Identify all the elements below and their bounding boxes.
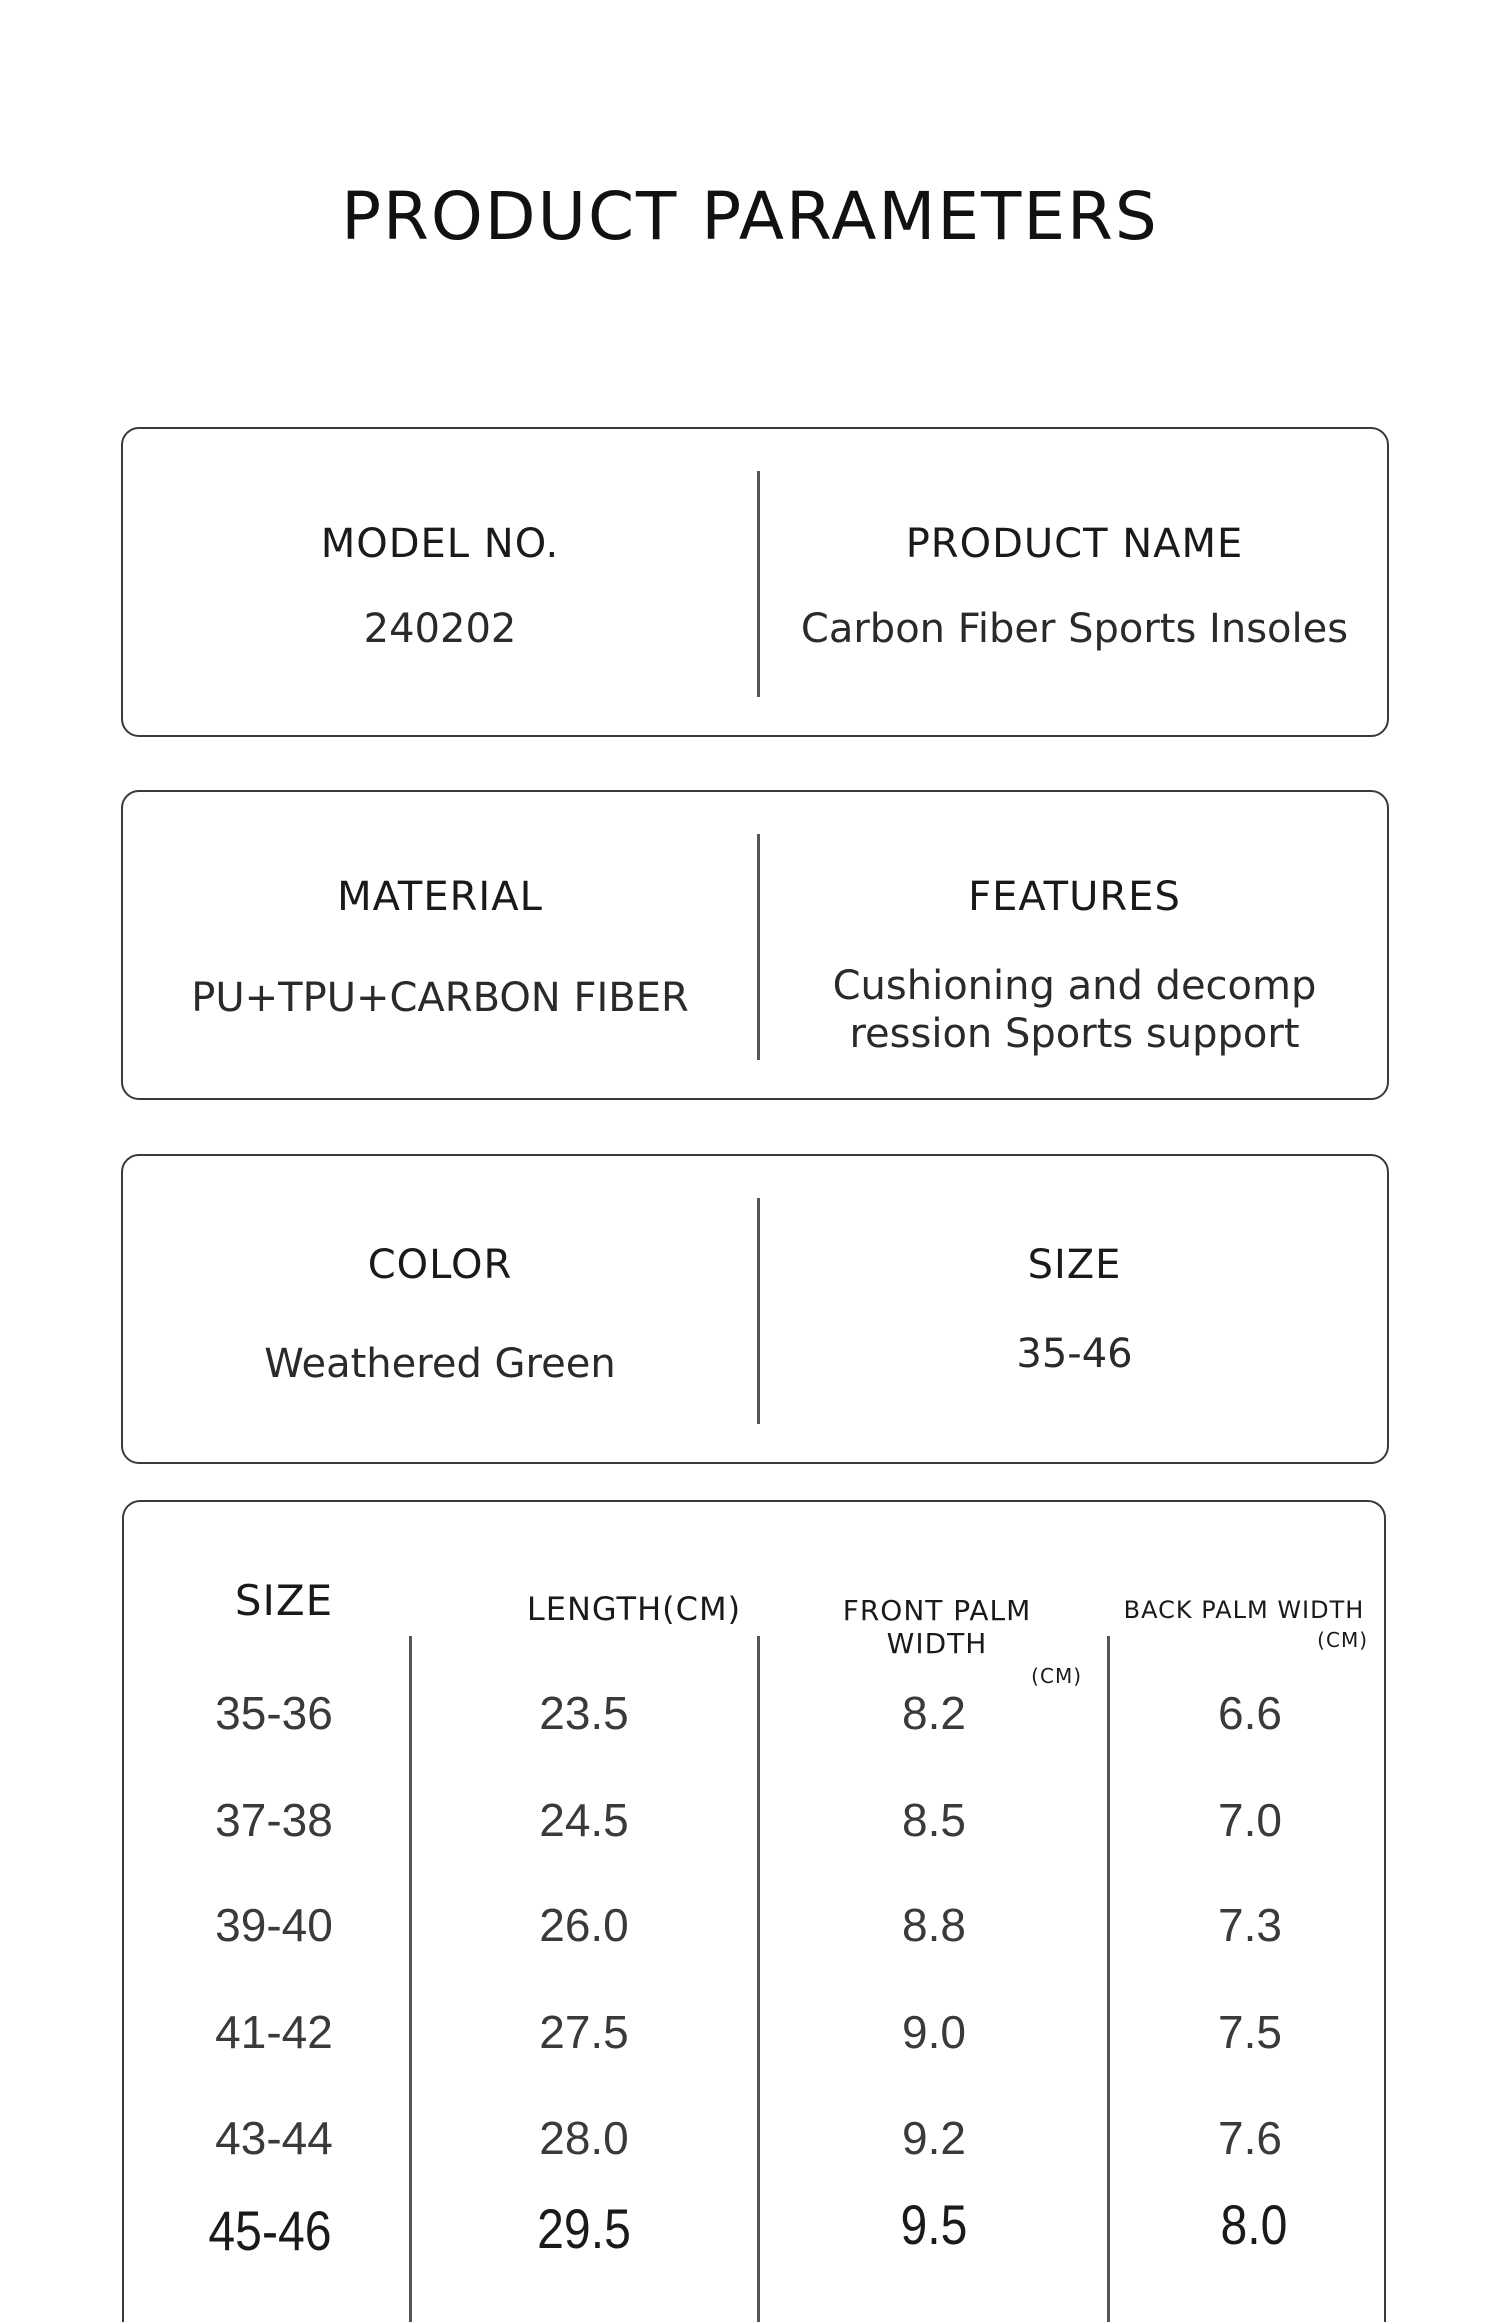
header-length: LENGTH(CM)	[526, 1590, 742, 1628]
color-value: Weathered Green	[264, 1341, 616, 1387]
parameter-card-color	[121, 1154, 1389, 1464]
product-name-label: PRODUCT NAME	[905, 521, 1244, 567]
column-divider	[1107, 1636, 1110, 2322]
model-cell	[123, 429, 757, 735]
length-cell: 24.5	[539, 1794, 629, 1846]
features-value: Cushioning and decomp ression Sports support	[832, 963, 1317, 1057]
model-label: MODEL NO.	[320, 521, 560, 567]
page-title: PRODUCT PARAMETERS	[341, 178, 1159, 255]
material-value: PU+TPU+CARBON FIBER	[191, 975, 689, 1021]
length-cell: 23.5	[539, 1687, 629, 1739]
back-palm-width-cell: 7.0	[1218, 1794, 1282, 1846]
length-cell: 26.0	[539, 1899, 629, 1951]
back-palm-width-cell: 7.5	[1218, 2006, 1282, 2058]
header-size: SIZE	[234, 1576, 334, 1625]
size-cell: 43-44	[215, 2112, 333, 2164]
back-palm-width-cell: 7.6	[1218, 2112, 1282, 2164]
material-cell	[123, 792, 757, 1098]
front-palm-width-cell: 9.0	[902, 2006, 966, 2058]
length-cell: 28.0	[539, 2112, 629, 2164]
size-cell: 35-36	[215, 1687, 333, 1739]
header-back-palm-width: BACK PALM WIDTH (CM)	[1123, 1596, 1368, 1652]
product-name-value: Carbon Fiber Sports Insoles	[800, 606, 1349, 652]
features-cell	[760, 792, 1389, 1098]
size-range-cell	[760, 1156, 1389, 1462]
column-divider	[757, 1636, 760, 2322]
size-chart-table	[122, 1500, 1386, 2322]
length-cell: 27.5	[539, 2006, 629, 2058]
front-palm-width-cell: 8.2	[902, 1687, 966, 1739]
front-palm-width-cell: 9.2	[902, 2112, 966, 2164]
color-cell	[123, 1156, 757, 1462]
front-palm-width-cell: 8.5	[902, 1794, 966, 1846]
material-label: MATERIAL	[337, 874, 543, 920]
parameter-card-material	[121, 790, 1389, 1100]
size-label: SIZE	[1027, 1242, 1122, 1288]
features-label: FEATURES	[968, 874, 1181, 920]
header-front-palm-width: FRONT PALM WIDTH (CM)	[842, 1594, 1082, 1688]
back-palm-width-cell: 7.3	[1218, 1899, 1282, 1951]
back-palm-width-cell: 8.0	[1220, 2193, 1288, 2256]
front-palm-width-cell: 8.8	[902, 1899, 966, 1951]
model-value: 240202	[363, 606, 517, 652]
length-cell: 29.5	[537, 2197, 631, 2260]
product-name-cell	[760, 429, 1389, 735]
front-palm-width-cell: 9.5	[900, 2193, 968, 2256]
size-cell: 37-38	[215, 1794, 333, 1846]
column-divider	[409, 1636, 412, 2322]
size-cell: 45-46	[208, 2199, 332, 2262]
color-label: COLOR	[367, 1242, 513, 1288]
back-palm-width-cell: 6.6	[1218, 1687, 1282, 1739]
size-value: 35-46	[1016, 1331, 1133, 1377]
parameter-card-model	[121, 427, 1389, 737]
size-cell: 41-42	[215, 2006, 333, 2058]
size-cell: 39-40	[215, 1899, 333, 1951]
